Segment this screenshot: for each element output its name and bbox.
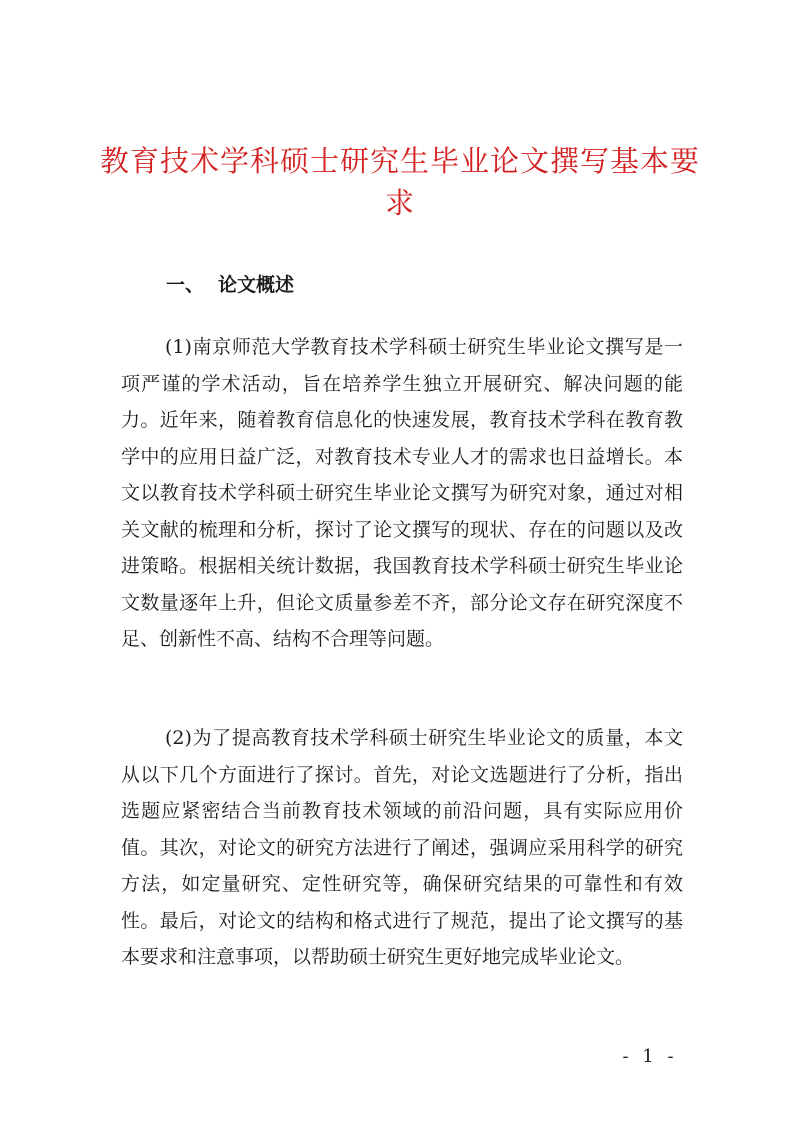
section-heading-text: 论文概述 [218, 274, 295, 296]
paragraph-1: (1)南京师范大学教育技术学科硕士研究生毕业论文撰写是一项严谨的学术活动，旨在培养学生独立开展研究、解决问题的能力。近年来，随着教育信息化的快速发展，教育技术学科在教育教学中的应用日益广泛，对教育技术专业人才的需求也日益增长。本文以教育技术学科硕士研究生毕业论文撰写为研究对象，通过对相关文献的梳理和分析，探讨了论文撰写的现状、存在的问题以及改进策略。根据相关统计数据，我国教育技术学科硕士研究生毕业论文数量逐年上升，但论文质量参差不齐，部分论文存在研究深度不足、创新性不高、结构不合理等问题。 [121, 336, 683, 650]
page-number: - 1 - [622, 1046, 678, 1067]
section-heading [166, 271, 294, 299]
paragraph-2: (2)为了提高教育技术学科硕士研究生毕业论文的质量，本文从以下几个方面进行了探讨。首先，对论文选题进行了分析，指出选题应紧密结合当前教育技术领域的前沿问题，具有实际应用价值。其次，对论文的研究方法进行了阐述，强调应采用科学的研究方法，如定量研究、定性研究等，确保研究结果的可靠性和有效性。最后，对论文的结构和格式进行了规范，提出了论文撰写的基本要求和注意事项，以帮助硕士研究生更好地完成毕业论文。 [121, 727, 683, 968]
document-title: 教育技术学科硕士研究生毕业论文撰写基本要求 [100, 144, 701, 220]
section-number: 一、 [166, 274, 205, 296]
